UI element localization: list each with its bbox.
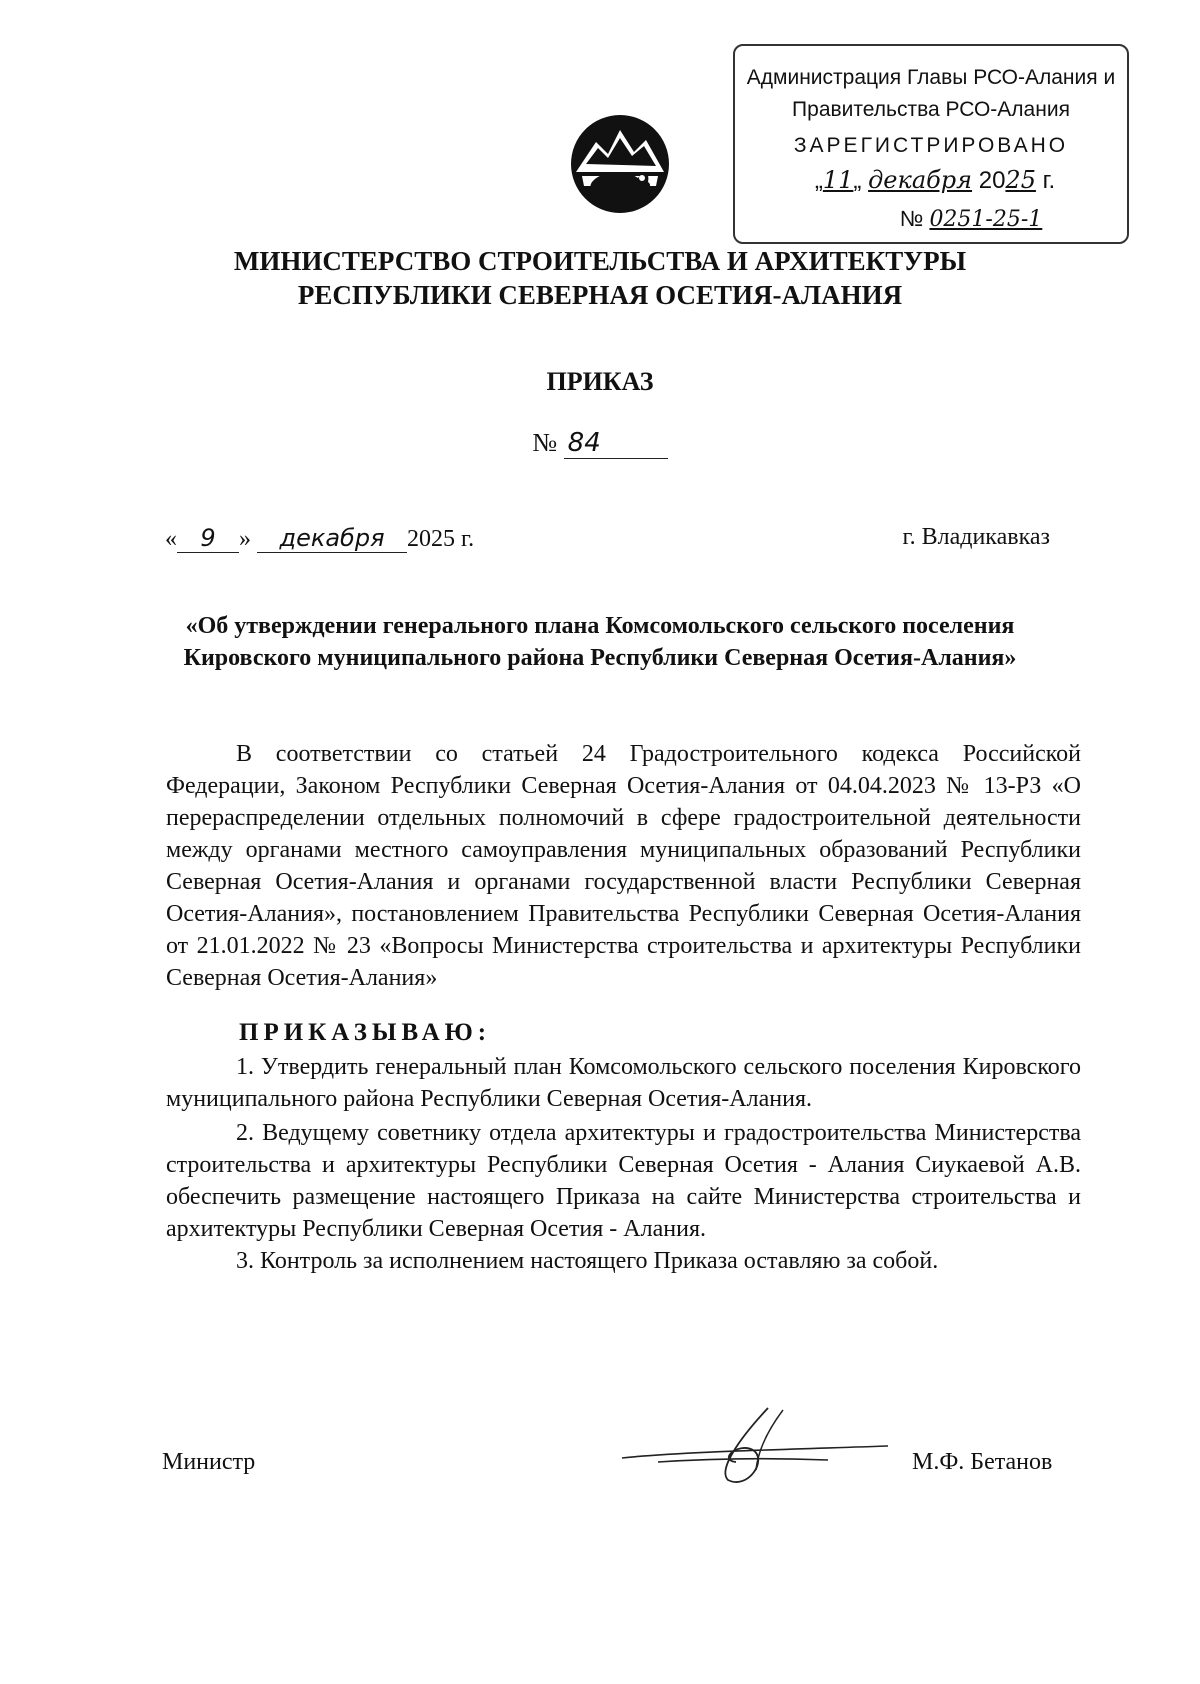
stamp-line-1: Администрация Главы РСО-Алания и <box>746 66 1116 89</box>
order-subject: «Об утверждении генерального плана Комсомольского сельского поселения Кировского муниципального района Республики Северная Осетия-Алания» <box>183 613 1017 671</box>
stamp-date-year-suffix: 25 <box>1005 166 1036 194</box>
order-number <box>0 428 1200 459</box>
signatory-name: М.Ф. Бетанов <box>912 1449 1053 1475</box>
order-number-prefix: № <box>532 428 558 457</box>
stamp-registered: ЗАРЕГИСТРИРОВАНО <box>793 134 1069 157</box>
order-item-2: 2. Ведущему советнику отдела архитектуры и градостроительства Министерства строительства и архитектуры Республики Северная Осетия - Алания Сиукаевой А.В. обеспечить размещение настоящего Приказа на сайте Министерства строительства и архитектуры Республики Северная Осетия - Алания. <box>166 1120 1081 1242</box>
date-year: 2025 г. <box>407 526 475 552</box>
coat-of-arms-emblem <box>568 112 672 216</box>
stamp-date-year-prefix: 20 <box>978 167 1006 194</box>
city: г. Владикавказ <box>902 524 1050 550</box>
order-item-3: 3. Контроль за исполнением настоящего Приказа оставляю за собой. <box>236 1248 939 1274</box>
date-month: декабря <box>257 524 407 553</box>
handwritten-signature <box>618 1400 898 1500</box>
stamp-date-suffix: г. <box>1042 167 1056 194</box>
order-number-value: 84 <box>564 428 668 459</box>
document-type: ПРИКАЗ <box>546 367 654 396</box>
date-close-quote: » <box>239 526 251 552</box>
order-item-1: 1. Утвердить генеральный план Комсомольского сельского поселения Кировского муниципального района Республики Северная Осетия-Алания. <box>166 1054 1081 1112</box>
order-directive-heading: ПРИКАЗЫВАЮ: <box>239 1019 492 1046</box>
stamp-number <box>735 206 1127 232</box>
stamp-line-2: Правительства РСО-Алания <box>792 98 1070 121</box>
ministry-name-line-1: МИНИСТЕРСТВО СТРОИТЕЛЬСТВА И АРХИТЕКТУРЫ <box>233 246 967 276</box>
order-date <box>165 524 474 553</box>
date-open-quote: « <box>165 526 177 552</box>
ministry-name-line-2: РЕСПУБЛИКИ СЕВЕРНАЯ ОСЕТИЯ-АЛАНИЯ <box>297 280 903 310</box>
stamp-date-month: декабря <box>868 166 973 194</box>
registration-stamp <box>733 44 1129 244</box>
preamble-paragraph: В соответствии со статьей 24 Градостроительного кодекса Российской Федерации, Законом Республики Северная Осетия-Алания от 04.04.2023 № 13-РЗ «О перераспределении отдельных полномочий в сфере градостроительной деятельности между органами местного самоуправления муниципальных образований Республики Северная Осетия-Алания и органами государственной власти Республики Северная Осетия-Алания», постановлением Правительства Республики Северная Осетия-Алания от 21.01.2022 № 23 «Вопросы Министерства строительства и архитектуры Республики Северная Осетия-Алания» <box>166 741 1081 991</box>
stamp-date-day: 11 <box>822 166 854 194</box>
stamp-date: „11„ декабря 2025 г. <box>814 166 1056 194</box>
signatory-title: Министр <box>162 1449 256 1475</box>
stamp-number-prefix: № <box>899 206 924 231</box>
date-day: 9 <box>177 524 239 553</box>
stamp-number-value: 0251-25-1 <box>929 207 1043 232</box>
